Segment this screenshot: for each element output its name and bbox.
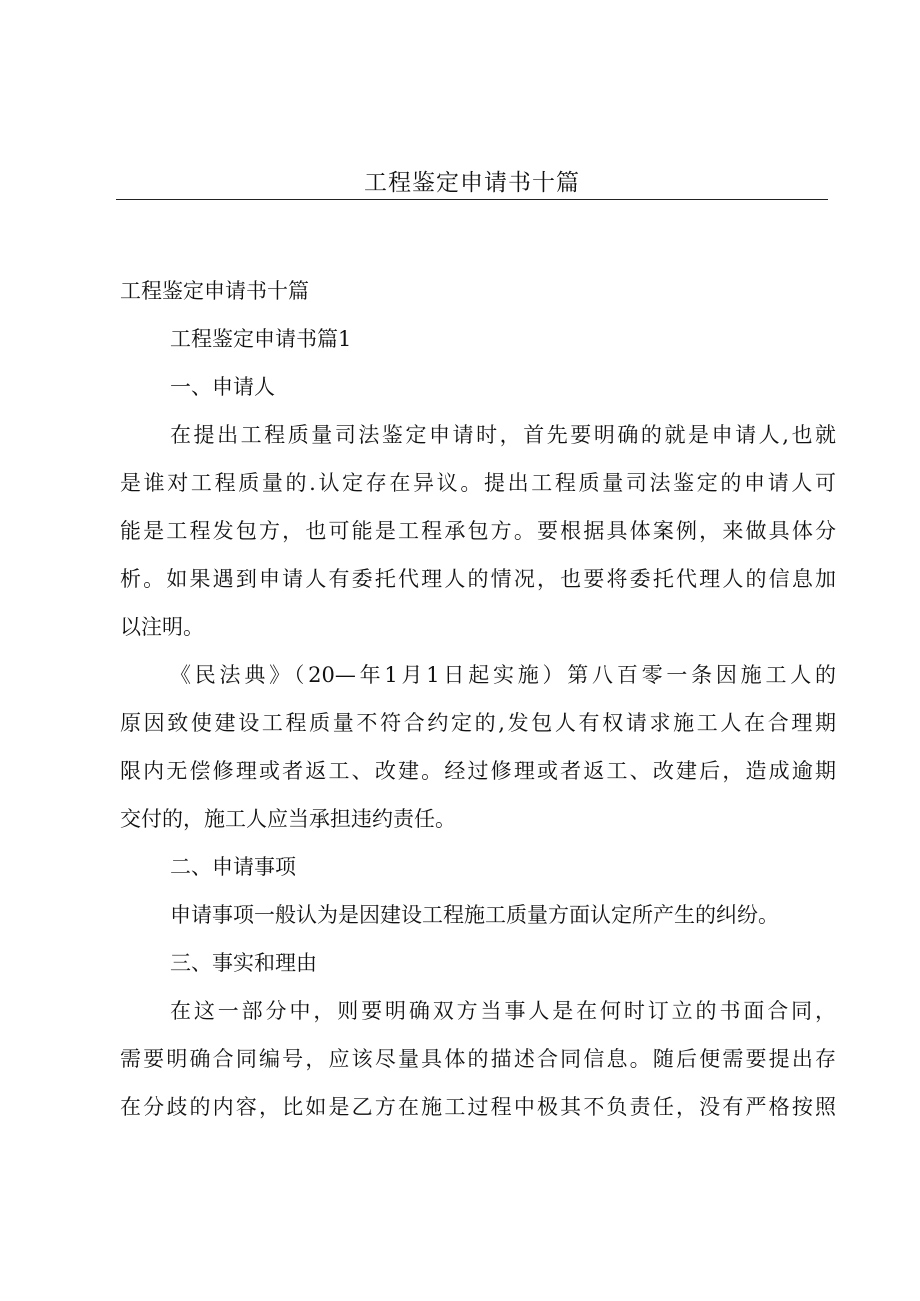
paragraph-civil-code bbox=[120, 651, 836, 843]
paragraph-applicant bbox=[120, 411, 836, 651]
title-underline bbox=[116, 199, 828, 200]
text-line: 交付的，施工人应当承担违约责任。 bbox=[120, 807, 456, 831]
text-line: 工程鉴定申请书十篇 bbox=[120, 279, 309, 303]
text-line: 申请事项一般认为是因建设工程施工质量方面认定所产生的纠纷。 bbox=[170, 903, 779, 927]
text-line: 限内无偿修理或者返工、改建。经过修理或者返工、改建后，造成逾期 bbox=[120, 759, 836, 783]
paragraph-heading bbox=[120, 267, 836, 315]
text-line: 在这一部分中，则要明确双方当事人是在何时订立的书面合同， bbox=[170, 999, 836, 1023]
text-line: 以注明。 bbox=[120, 615, 204, 639]
paragraph-facts bbox=[120, 987, 836, 1131]
text-line: 一、申请人 bbox=[170, 375, 275, 399]
section-heading-facts bbox=[120, 939, 836, 987]
text-line: 二、申请事项 bbox=[170, 855, 296, 879]
text-line: 在提出工程质量司法鉴定申请时，首先要明确的就是申请人,也就 bbox=[170, 423, 836, 447]
text-line: 在分歧的内容，比如是乙方在施工过程中极其不负责任，没有严格按照 bbox=[120, 1095, 836, 1119]
document-body bbox=[120, 267, 836, 1131]
text-line: 工程鉴定申请书篇1 bbox=[170, 327, 352, 351]
section-heading-applicant bbox=[120, 363, 836, 411]
document-title: 工程鉴定申请书十篇 bbox=[364, 170, 580, 196]
text-line: 析。如果遇到申请人有委托代理人的情况，也要将委托代理人的信息加 bbox=[120, 567, 836, 591]
text-line: 能是工程发包方，也可能是工程承包方。要根据具体案例，来做具体分 bbox=[120, 519, 836, 543]
text-line: 《民法典》（20—年1月1日起实施）第八百零一条因施工人的 bbox=[170, 663, 836, 687]
paragraph-subtitle bbox=[120, 315, 836, 363]
text-line: 原因致使建设工程质量不符合约定的,发包人有权请求施工人在合理期 bbox=[120, 711, 836, 735]
text-line: 需要明确合同编号，应该尽量具体的描述合同信息。随后便需要提出存 bbox=[120, 1047, 836, 1071]
section-heading-matters bbox=[120, 843, 836, 891]
text-line: 是谁对工程质量的.认定存在异议。提出工程质量司法鉴定的申请人可 bbox=[120, 471, 836, 495]
text-line: 三、事实和理由 bbox=[170, 951, 317, 975]
paragraph-matters bbox=[120, 891, 836, 939]
